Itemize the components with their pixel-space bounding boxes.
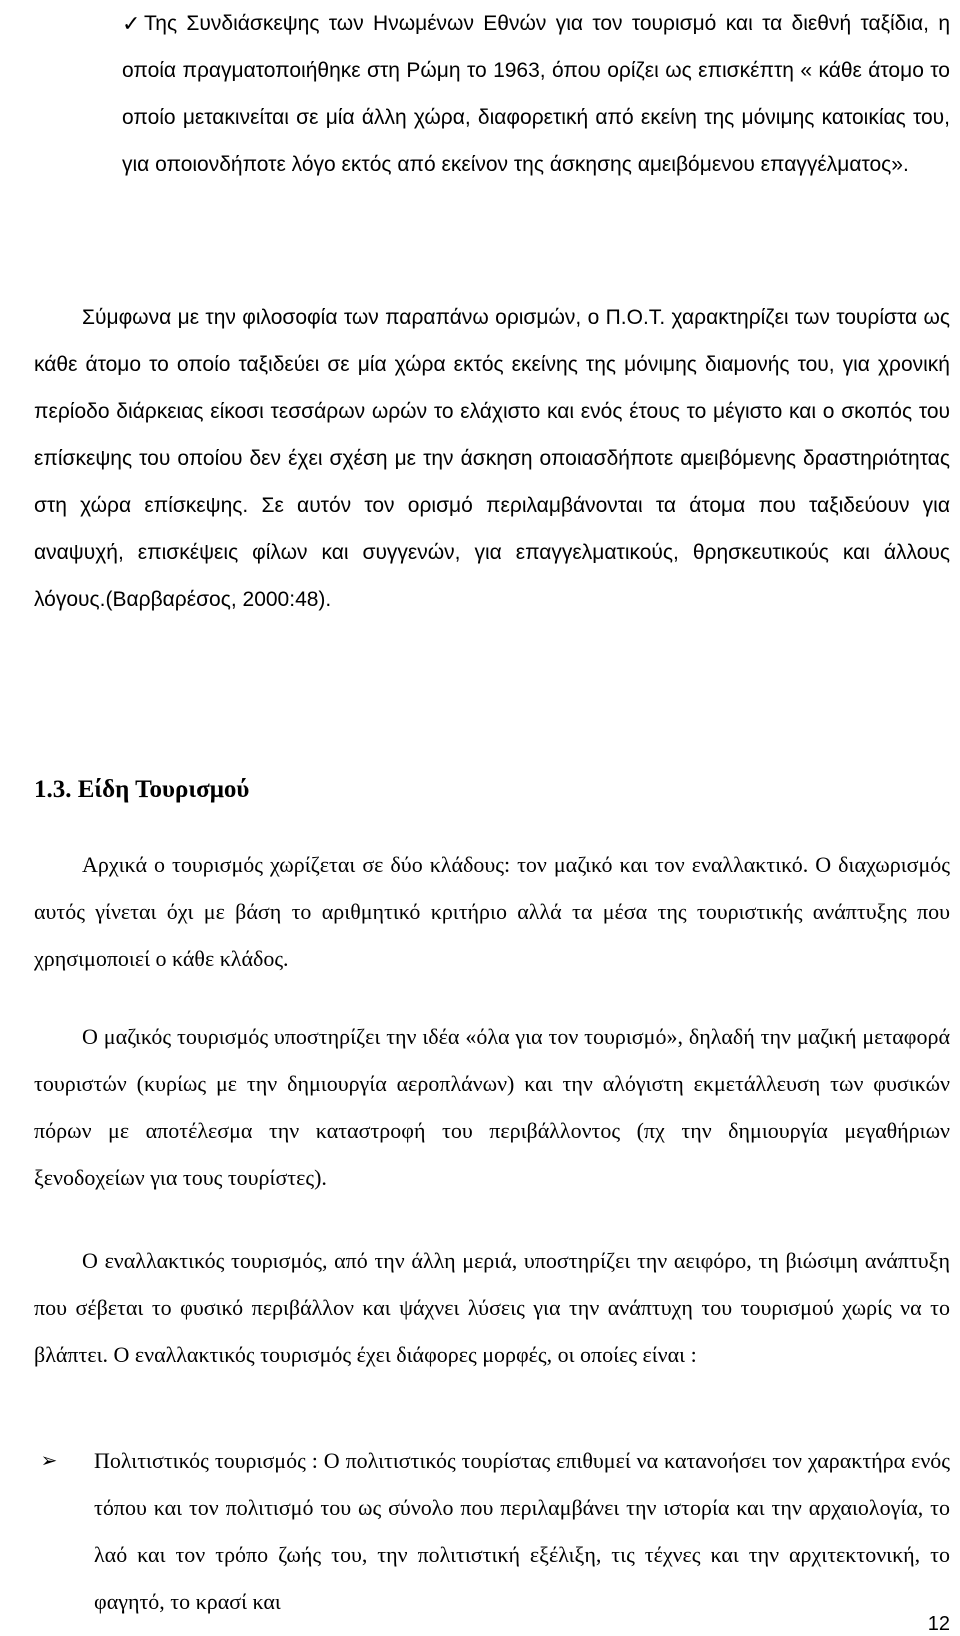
checkmark-icon: ✓ xyxy=(122,11,141,36)
paragraph-alternative-tourism: Ο εναλλακτικός τουρισμός, από την άλλη μεριά, υποστηρίζει την αειφόρο, τη βιώσιμη ανάπτυξη που σέβεται το φυσικό περιβάλλον και ψάχνει λύσεις για την ανάπτυχη του τουρισμού χωρίς να το βλάπτει. Ο εναλλακτικός τουρισμός έχει διάφορες μορφές, οι οποίες είναι : xyxy=(34,1248,950,1367)
list-item-text: Πολιτιστικός τουρισμός : Ο πολιτιστικός τουρίστας επιθυμεί να κατανοήσει τον χαρακτήρα ενός τόπου και τον πολιτισμό του ως σύνολο που περιλαμβάνει την ιστορία και την αρχαιολογία, το λαό και τον τρόπο ζωής του, την πολιτιστική εξέλιξη, τις τέχνες και την αρχιτεκτονική, το φαγητό, το κρασί και xyxy=(94,1448,950,1614)
arrow-bullet-icon: ➢ xyxy=(40,1448,58,1472)
paragraph-text: Της Συνδιάσκεψης των Ηνωμένων Εθνών για τον τουρισμό και τα διεθνή ταξίδια, η οποία πραγματοποιήθηκε στη Ρώμη το 1963, όπου ορίζει ως επισκέπτη « κάθε άτομο το οποίο μετακινείται σε μία άλλη χώρα, διαφορετική από εκείνη της μόνιμης κατοικίας του, για οποιονδήποτε λόγο εκτός από εκείνον της άσκησης αμειβόμενου επαγγέλματος». xyxy=(122,12,950,176)
paragraph-tourism-branches: Αρχικά ο τουρισμός χωρίζεται σε δύο κλάδους: τον μαζικό και τον εναλλακτικό. Ο διαχωρισμός αυτός γίνεται όχι με βάση το αριθμητικό κριτήριο αλλά τα μέσα της τουριστικής ανάπτυξης που χρησιμοποιεί ο κάθε κλάδος. xyxy=(34,852,950,971)
paragraph-un-definition xyxy=(122,0,950,188)
list-item-cultural-tourism xyxy=(34,1437,950,1625)
page-number: 12 xyxy=(927,1613,950,1635)
section-heading: 1.3. Είδη Τουρισμού xyxy=(34,776,250,803)
paragraph-mass-tourism: Ο μαζικός τουρισμός υποστηρίζει την ιδέα «όλα για τον τουρισμό», δηλαδή την μαζική μεταφορά τουριστών (κυρίως με την δημιουργία αεροπλάνων) και την αλόγιστη εκμετάλλευση των φυσικών πόρων με αποτέλεσμα την καταστροφή του περιβάλλοντος (πχ την δημιουργία μεγαθήριων ξενοδοχείων για τους τουρίστες). xyxy=(34,1024,950,1190)
paragraph-pot-definition: Σύμφωνα με την φιλοσοφία των παραπάνω ορισμών, ο Π.Ο.Τ. χαρακτηρίζει των τουρίστα ως κάθε άτομο το οποίο ταξιδεύει σε μία χώρα εκτός εκείνης της μόνιμης διαμονής του, για χρονική περίοδο διάρκειας είκοσι τεσσάρων ωρών το ελάχιστο και ενός έτους το μέγιστο και ο σκοπός του επίσκεψης του οποίου δεν έχει σχέση με την άσκηση οποιασδήποτε αμειβόμενης δραστηριότητας στη χώρα επίσκεψης. Σε αυτόν τον ορισμό περιλαμβάνονται τα άτομα που ταξιδεύουν για αναψυχή, επισκέψεις φίλων και συγγενών, για επαγγελματικούς, θρησκευτικούς και άλλους λόγους.(Βαρβαρέσος, 2000:48). xyxy=(34,306,950,611)
